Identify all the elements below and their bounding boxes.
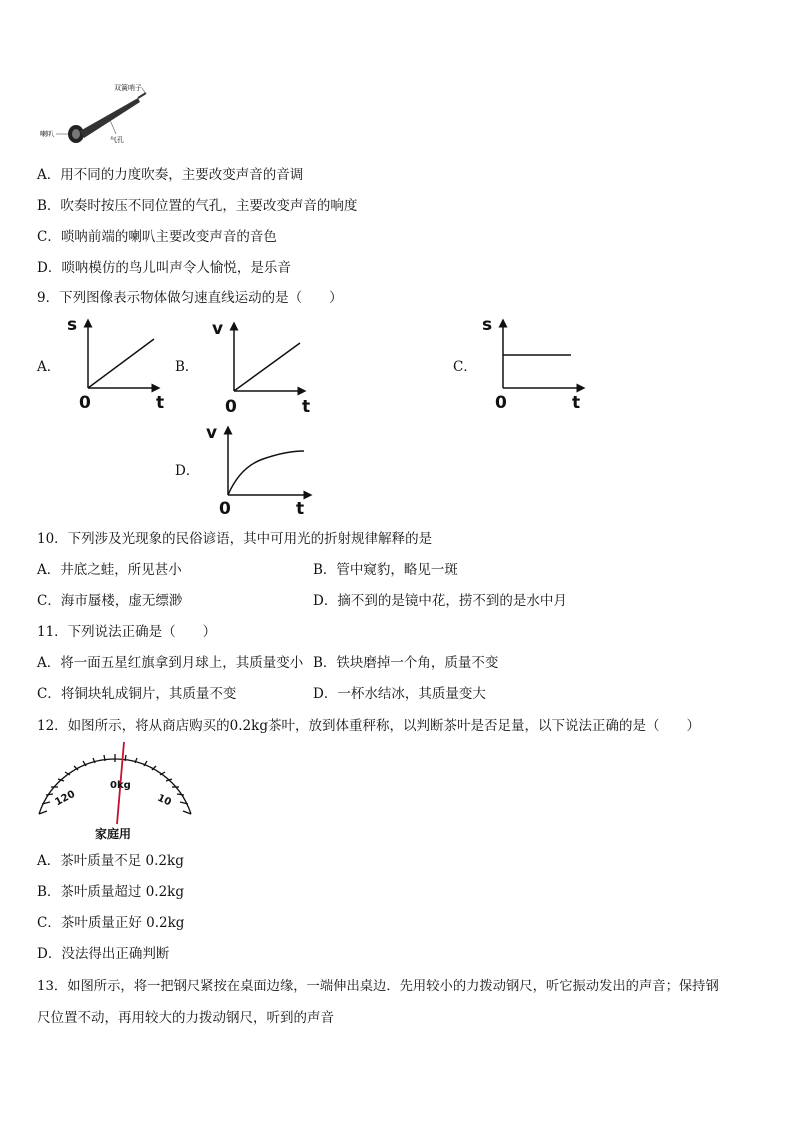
bell-label: 喇叭 xyxy=(40,130,54,138)
q10-option-b: B．管中窥豹，略见一斑 xyxy=(313,562,458,578)
q9-c-y-axis: s xyxy=(482,315,493,335)
q11-stem: 11．下列说法正确是（ ） xyxy=(37,624,217,640)
q11-option-a: A．将一面五星红旗拿到月球上，其质量变小 xyxy=(37,655,304,671)
q9-c-x-axis: t xyxy=(572,393,581,413)
scale-caption: 家庭用 xyxy=(95,827,132,841)
q9-option-d-label: D． xyxy=(175,463,200,479)
q9-b-y-axis: v xyxy=(212,319,224,339)
q12-stem: 12．如图所示，将从商店购买的0.2kg茶叶，放到体重秤称，以判断茶叶是否足量，以下说法正确的是（ ） xyxy=(37,718,700,734)
q9-b-origin: 0 xyxy=(225,397,237,417)
q9-option-a-label: A． xyxy=(37,359,61,375)
q9-a-x-axis: t xyxy=(156,393,165,413)
q12-option-a: A．茶叶质量不足 0.2kg xyxy=(37,853,184,869)
q9-graph-b xyxy=(224,321,304,401)
q9-c-origin: 0 xyxy=(495,393,507,413)
q11-option-b: B．铁块磨掉一个角，质量不变 xyxy=(313,655,499,671)
q9-graph-a xyxy=(78,318,158,398)
q8-option-c: C．唢呐前端的喇叭主要改变声音的音色 xyxy=(37,229,277,245)
q9-option-c-label: C． xyxy=(453,359,477,375)
q11-option-c: C．将铜块轧成铜片，其质量不变 xyxy=(37,686,237,702)
q10-option-c: C．海市蜃楼，虚无缥渺 xyxy=(37,593,183,609)
suona-drawing xyxy=(38,84,158,154)
q9-d-x-axis: t xyxy=(296,499,305,519)
q9-a-y-axis: s xyxy=(67,315,78,335)
q13-stem-line2: 尺位置不动，再用较大的力拨动钢尺，听到的声音 xyxy=(37,1010,334,1026)
q9-graph-d xyxy=(218,425,298,505)
q12-option-d: D．没法得出正确判断 xyxy=(37,946,170,962)
q9-option-b-label: B． xyxy=(175,359,199,375)
scale-right-label: 10 xyxy=(155,792,173,809)
scale-zero-label: 0kg xyxy=(110,780,131,791)
q11-option-d: D．一杯水结冰，其质量变大 xyxy=(313,686,486,702)
q9-graph-c xyxy=(493,318,573,398)
q9-d-y-axis: v xyxy=(206,423,218,443)
q12-option-b: B．茶叶质量超过 0.2kg xyxy=(37,884,185,900)
q10-option-a: A．井底之蛙，所见甚小 xyxy=(37,562,182,578)
q9-b-x-axis: t xyxy=(302,397,311,417)
q12-option-c: C．茶叶质量正好 0.2kg xyxy=(37,915,185,931)
q9-a-origin: 0 xyxy=(79,393,91,413)
hole-label: 气孔 xyxy=(110,136,124,144)
q9-stem: 9．下列图像表示物体做匀速直线运动的是（ ） xyxy=(37,290,343,306)
scale-left-label: 120 xyxy=(53,788,78,809)
q8-option-b: B．吹奏时按压不同位置的气孔，主要改变声音的响度 xyxy=(37,198,358,214)
q8-option-a: A．用不同的力度吹奏，主要改变声音的音调 xyxy=(37,167,304,183)
q8-option-d: D．唢呐模仿的鸟儿叫声令人愉悦，是乐音 xyxy=(37,260,291,276)
q10-option-d: D．摘不到的是镜中花，捞不到的是水中月 xyxy=(313,593,567,609)
q13-stem-line1: 13．如图所示，将一把钢尺紧按在桌面边缘，一端伸出桌边．先用较小的力拨动钢尺，听它振动发出的声音；保持钢 xyxy=(37,979,719,994)
reed-label: 双簧哨子 xyxy=(114,84,142,92)
q10-stem: 10．下列涉及光现象的民俗谚语，其中可用光的折射规律解释的是 xyxy=(37,531,433,547)
q9-d-origin: 0 xyxy=(219,499,231,519)
